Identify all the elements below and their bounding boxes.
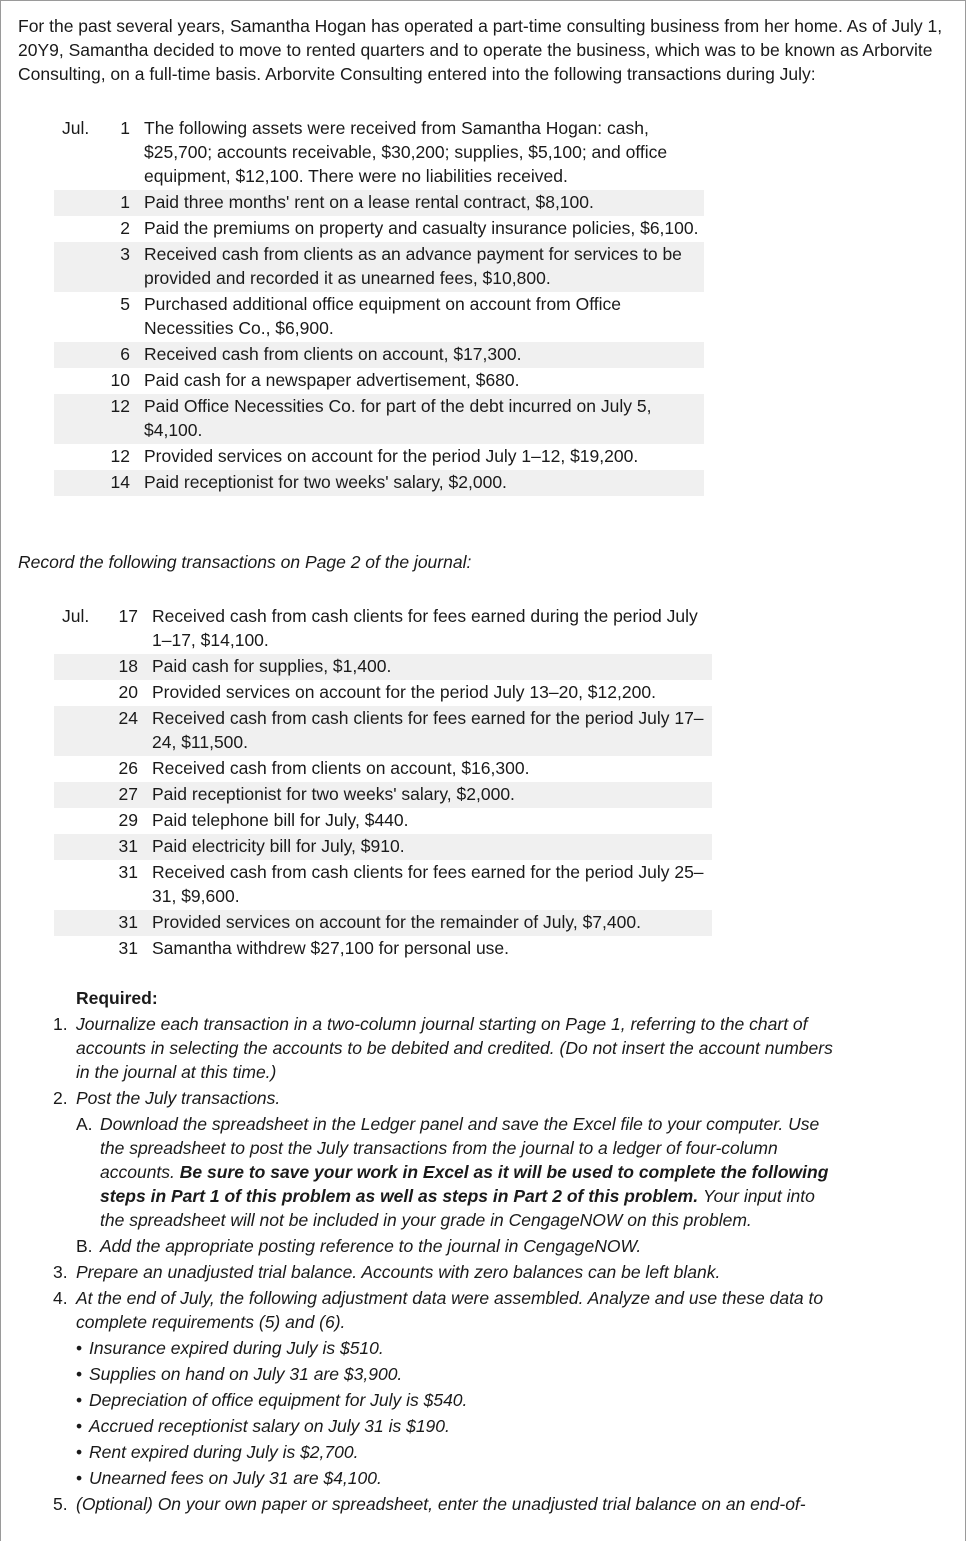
bullet-icon: • bbox=[76, 1468, 83, 1488]
transaction-text: Received cash from clients on account, $17,300. bbox=[144, 342, 704, 368]
subitem-bold-text: Be sure to save your work in Excel as it will be used to complete the following steps in Part 1 of this problem as well as steps in Part 2 of this problem. bbox=[100, 1162, 829, 1206]
transaction-row bbox=[54, 604, 712, 654]
bullet-text: Unearned fees on July 31 are $4,100. bbox=[89, 1468, 382, 1488]
transaction-day: 26 bbox=[118, 758, 138, 778]
transaction-text: Paid Office Necessities Co. for part of the debt incurred on July 5, $4,100. bbox=[144, 394, 704, 444]
transaction-day: 31 bbox=[54, 910, 152, 936]
transaction-text: Paid cash for supplies, $1,400. bbox=[152, 654, 712, 680]
transaction-day: 3 bbox=[54, 242, 144, 292]
transaction-row bbox=[54, 782, 712, 808]
adjustment-bullet bbox=[76, 1440, 843, 1464]
transaction-text: Paid telephone bill for July, $440. bbox=[152, 810, 409, 830]
transaction-day: 1 bbox=[120, 118, 130, 138]
transaction-text: Received cash from cash clients for fees earned for the period July 25–31, $9,600. bbox=[152, 862, 704, 906]
part2-month-label: Jul. bbox=[62, 606, 90, 626]
requirement-number: 5. bbox=[53, 1494, 68, 1514]
transaction-text: Purchased additional office equipment on account from Office Necessities Co., $6,900. bbox=[144, 294, 622, 338]
transaction-text: Received cash from clients on account, $16,300. bbox=[152, 758, 530, 778]
transaction-day: 12 bbox=[54, 394, 144, 444]
transaction-text: Received cash from cash clients for fees earned during the period July 1–17, $14,100. bbox=[152, 606, 698, 650]
transaction-day: 10 bbox=[110, 370, 130, 390]
requirement-number: 3. bbox=[53, 1262, 68, 1282]
transaction-row bbox=[54, 808, 712, 834]
part1-transaction-table bbox=[54, 116, 704, 496]
transaction-text: Paid electricity bill for July, $910. bbox=[152, 834, 712, 860]
transaction-day: 14 bbox=[54, 470, 144, 496]
transaction-row bbox=[54, 342, 704, 368]
requirement-item bbox=[53, 1012, 843, 1084]
transaction-day: 18 bbox=[54, 654, 152, 680]
transaction-text: Paid three months' rent on a lease rental contract, $8,100. bbox=[144, 190, 704, 216]
transaction-text: Paid receptionist for two weeks' salary, $2,000. bbox=[144, 470, 704, 496]
subitem-text: Download the spreadsheet in the Ledger panel and save the Excel file to your computer. Use the spreadsheet to post the July transactions from the journal to a ledger of four-column accounts. bbox=[100, 1114, 820, 1182]
transaction-text: Provided services on account for the remainder of July, $7,400. bbox=[152, 910, 712, 936]
subitem-letter: B. bbox=[76, 1236, 93, 1256]
bullet-text: Depreciation of office equipment for July is $540. bbox=[89, 1390, 468, 1410]
bullet-text: Supplies on hand on July 31 are $3,900. bbox=[89, 1364, 403, 1384]
transaction-row bbox=[54, 216, 704, 242]
bullet-icon: • bbox=[76, 1364, 83, 1384]
requirement-subitem-a bbox=[76, 1112, 843, 1232]
transaction-text: Samantha withdrew $27,100 for personal use. bbox=[152, 938, 510, 958]
transaction-row bbox=[54, 116, 704, 190]
page2-instruction: Record the following transactions on Page 2 of the journal: bbox=[18, 552, 472, 572]
requirement-text: (Optional) On your own paper or spreadsheet, enter the unadjusted trial balance on an end-of- bbox=[76, 1494, 806, 1514]
requirement-number: 1. bbox=[53, 1014, 68, 1034]
bullet-text: Rent expired during July is $2,700. bbox=[89, 1442, 359, 1462]
transaction-row bbox=[54, 190, 704, 216]
required-heading: Required: bbox=[76, 988, 158, 1008]
bullet-text: Accrued receptionist salary on July 31 is $190. bbox=[89, 1416, 450, 1436]
adjustment-bullet bbox=[76, 1362, 843, 1386]
requirement-item bbox=[53, 1286, 843, 1334]
transaction-day: 29 bbox=[118, 810, 138, 830]
requirement-number: 4. bbox=[53, 1288, 68, 1308]
subitem-text: Add the appropriate posting reference to the journal in CengageNOW. bbox=[100, 1236, 642, 1256]
transaction-text: Provided services on account for the period July 13–20, $12,200. bbox=[152, 682, 656, 702]
transaction-day: 5 bbox=[120, 294, 130, 314]
transaction-text: Paid cash for a newspaper advertisement, $680. bbox=[144, 370, 520, 390]
transaction-row bbox=[54, 242, 704, 292]
transaction-day: 17 bbox=[118, 606, 138, 626]
transaction-day: 6 bbox=[54, 342, 144, 368]
required-list bbox=[53, 1012, 843, 1518]
transaction-day: 27 bbox=[54, 782, 152, 808]
bullet-icon: • bbox=[76, 1416, 83, 1436]
bullet-icon: • bbox=[76, 1390, 83, 1410]
transaction-row bbox=[54, 706, 712, 756]
transaction-day: 12 bbox=[110, 446, 130, 466]
requirement-text: At the end of July, the following adjustment data were assembled. Analyze and use these data to complete requirements (5) and (6). bbox=[76, 1288, 824, 1332]
requirement-item bbox=[53, 1260, 843, 1284]
bullet-text: Insurance expired during July is $510. bbox=[89, 1338, 384, 1358]
transaction-day: 20 bbox=[118, 682, 138, 702]
transaction-text: Paid the premiums on property and casualty insurance policies, $6,100. bbox=[144, 218, 699, 238]
transaction-text: Received cash from cash clients for fees earned for the period July 17–24, $11,500. bbox=[152, 706, 712, 756]
adjustment-bullet bbox=[76, 1414, 843, 1438]
requirement-subitem-b bbox=[76, 1234, 843, 1258]
intro-paragraph: For the past several years, Samantha Hogan has operated a part-time consulting business from her home. As of July 1, 20Y9, Samantha decided to move to rented quarters and to operate the business, which was to be known as Arborvite Consulting, on a full-time basis. Arborvite Consulting entered into the following transactions during July: bbox=[18, 16, 943, 84]
transaction-row bbox=[54, 654, 712, 680]
requirement-text: Journalize each transaction in a two-column journal starting on Page 1, referring to the chart of accounts in selecting the accounts to be debited and credited. (Do not insert the account numbers in the journal at this time.) bbox=[76, 1014, 833, 1082]
transaction-day: 31 bbox=[118, 938, 138, 958]
bullet-icon: • bbox=[76, 1442, 83, 1462]
subitem-text: Your input into the spreadsheet will not be included in your grade in CengageNOW on this problem. bbox=[100, 1186, 815, 1230]
requirement-text: Post the July transactions. bbox=[76, 1088, 281, 1108]
transaction-row bbox=[54, 470, 704, 496]
adjustment-bullet bbox=[76, 1336, 843, 1360]
transaction-text: Received cash from clients as an advance payment for services to be provided and recorded it as unearned fees, $10,800. bbox=[144, 242, 704, 292]
requirement-item bbox=[53, 1492, 843, 1516]
transaction-row bbox=[54, 680, 712, 706]
transaction-text: The following assets were received from Samantha Hogan: cash, $25,700; accounts receivable, $30,200; supplies, $5,100; and office equipment, $12,100. There were no liabilities received. bbox=[144, 118, 668, 186]
transaction-text: Provided services on account for the period July 1–12, $19,200. bbox=[144, 446, 639, 466]
transaction-day: 24 bbox=[54, 706, 152, 756]
transaction-row bbox=[54, 394, 704, 444]
transaction-text: Paid receptionist for two weeks' salary, $2,000. bbox=[152, 782, 712, 808]
transaction-row bbox=[54, 834, 712, 860]
transaction-day: 2 bbox=[120, 218, 130, 238]
transaction-day: 31 bbox=[118, 862, 138, 882]
transaction-row bbox=[54, 756, 712, 782]
part2-transaction-table bbox=[54, 604, 712, 962]
transaction-row bbox=[54, 368, 704, 394]
transaction-row bbox=[54, 910, 712, 936]
requirement-item bbox=[53, 1086, 843, 1110]
bullet-icon: • bbox=[76, 1338, 83, 1358]
transaction-row bbox=[54, 444, 704, 470]
transaction-day: 31 bbox=[54, 834, 152, 860]
requirement-text: Prepare an unadjusted trial balance. Accounts with zero balances can be left blank. bbox=[76, 1262, 721, 1282]
adjustment-bullet bbox=[76, 1388, 843, 1412]
part1-month-label: Jul. bbox=[62, 118, 90, 138]
adjustment-bullet bbox=[76, 1466, 843, 1490]
subitem-letter: A. bbox=[76, 1114, 93, 1134]
requirement-number: 2. bbox=[53, 1088, 68, 1108]
transaction-day: 1 bbox=[54, 190, 144, 216]
transaction-row bbox=[54, 936, 712, 962]
transaction-row bbox=[54, 860, 712, 910]
transaction-row bbox=[54, 292, 704, 342]
